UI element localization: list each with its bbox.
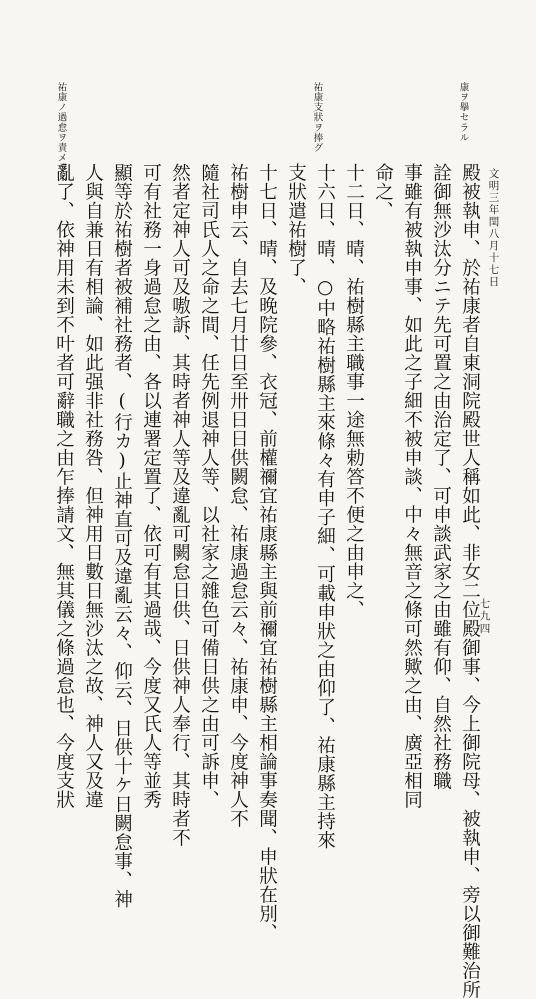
margin-note-3: 祐康ノ過怠ヲ責メラル [55, 82, 67, 183]
running-header-date: 文明三年閏八月十七日 [487, 168, 500, 288]
body-line-6: 十六日、晴、○中略祐樹縣主來條々有申子細、可載申狀之由仰了、祐康縣主持來 [314, 163, 336, 850]
body-line-5: 十二日、晴、祐樹縣主職事一途無勅答不便之由申之、 [343, 163, 365, 619]
body-line-12: 可有社務一身過怠之由、各以連署定置了、依可有其過哉、今度又氏人等並秀 [140, 163, 162, 809]
body-line-15: 亂了、依神用未到不叶者可辭職之由乍捧請文、無其儀之條過怠也、今度支狀 [53, 163, 75, 809]
margin-note-2: 祐康支狀ヲ捧グ [311, 82, 323, 153]
body-line-3: 事雖有被執申事、如此之子細不被申談、中々無音之條可然歟之由、廣亞相同 [401, 163, 423, 809]
margin-note-1: 康ヲ擧セラル [457, 82, 469, 143]
body-line-13: 顯等於祐樹者被補社務者、(行カ)止神直可及違亂云々、仰云、日供十ケ日闕怠事、神 [111, 163, 133, 909]
body-line-4: 命之、 [372, 163, 394, 220]
body-line-7: 支狀遣祐樹了、 [285, 163, 307, 296]
page-number: 七九四 [478, 598, 491, 636]
body-line-14: 人與自兼日有相論、如此强非社務咎、但神用日數日無沙汰之故、神人又及違 [82, 163, 104, 809]
body-line-8: 十七日、晴、及晚院參、衣冠、前權禰宜祐康縣主與前禰宜祐樹縣主相論事奏聞、申狀在別、 [256, 163, 278, 942]
body-line-2: 詮御無沙汰分ニテ先可置之由治定了、可申談武家之由雖有仰、自然社務職 [430, 163, 452, 790]
body-line-11: 然者定神人可及嗷訴、其時者神人等及違亂可闕怠日供、日供神人奉行、其時者不 [169, 163, 191, 847]
body-line-1: 殿被執申、於祐康者自東洞院殿世人稱如此、非女二位殿御事、今上御院母、被執申、旁以御難治所 [459, 163, 481, 999]
body-line-10: 隨社司氏人之命之間、任先例退神人等、以社家之雜色可備日供之由可訴申、 [198, 163, 220, 809]
body-line-9: 祐樹申云、自去七月廿日至卅日日供闕怠、祐康過怠云々、祐康申、今度神人不 [227, 163, 249, 828]
